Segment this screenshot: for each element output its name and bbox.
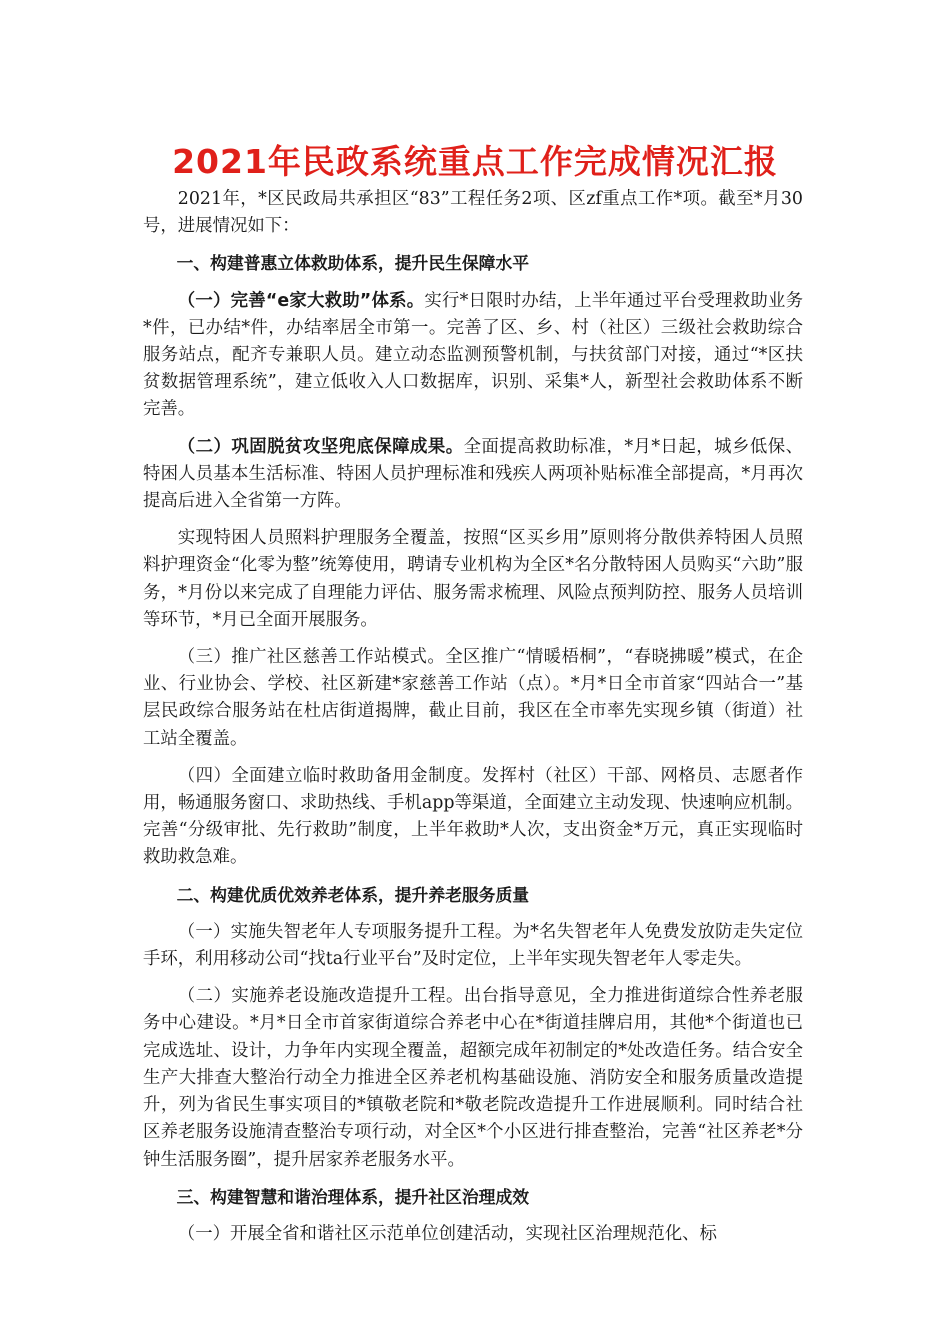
intro-paragraph: 2021年，*区民政局共承担区“83”工程任务2项、区zf重点工作*项。截至*月30号，进展情况如下： bbox=[143, 189, 803, 237]
section-heading-2: 二、构建优质优效养老体系，提升养老服务质量 bbox=[176, 884, 530, 905]
paragraph: （一）实施失智老年人专项服务提升工程。为*名失智老年人免费发放防走失定位手环，利用移动公司“找ta行业平台”及时定位，上半年实现失智老年人零走失。 bbox=[143, 921, 803, 970]
document-body bbox=[143, 186, 803, 1258]
paragraph-text: 全面提高救助标准，*月*日起，城乡低保、特困人员基本生活标准、特困人员护理标准和残疾人两项补贴标准全部提高，*月再次提高后进入全省第一方阵。 bbox=[143, 436, 803, 512]
paragraph-lead: （二）巩固脱贫攻坚兜底保障成果。 bbox=[177, 436, 464, 457]
paragraph bbox=[143, 434, 803, 516]
section-heading-3: 三、构建智慧和谐治理体系，提升社区治理成效 bbox=[176, 1186, 530, 1207]
paragraph: 实现特困人员照料护理服务全覆盖，按照“区买乡用”原则将分散供养特困人员照料护理资金“化零为整”统筹使用，聘请专业机构为全区*名分散特困人员购买“六助”服务，*月份以来完成了自理能力评估、服务需求梳理、风险点预判防控、服务人员培训等环节，*月已全面开展服务。 bbox=[143, 528, 803, 630]
paragraph: （二）实施养老设施改造提升工程。出台指导意见，全力推进街道综合性养老服务中心建设。*月*日全市首家街道综合养老中心在*街道挂牌启用，其他*个街道也已完成选址、设计，力争年内实现全覆盖，超额完成年初制定的*处改造任务。结合安全生产大排查大整治行动全力推进全区养老机构基础设施、消防安全和服务质量改造提升，列为省民生事实项目的*镇敬老院和*敬老院改造提升工作进展顺利。同时结合社区养老服务设施清查整治专项行动，对全区*个小区进行排查整治，完善“社区养老*分钟生活服务圈”，提升居家养老服务水平。 bbox=[143, 986, 803, 1170]
paragraph bbox=[143, 288, 803, 424]
paragraph: （一）开展全省和谐社区示范单位创建活动，实现社区治理规范化、标 bbox=[177, 1223, 717, 1244]
paragraph-lead: （一）完善“e家大救助”体系。 bbox=[177, 290, 425, 311]
paragraph: （四）全面建立临时救助备用金制度。发挥村（社区）干部、网格员、志愿者作用，畅通服务窗口、求助热线、手机app等渠道，全面建立主动发现、快速响应机制。完善“分级审批、先行救助”制度，上半年救助*人次，支出资金*万元，真正实现临时救助救急难。 bbox=[143, 765, 803, 868]
document-title: 2021年民政系统重点工作完成情况汇报 bbox=[172, 142, 778, 181]
section-heading-1: 一、构建普惠立体救助体系，提升民生保障水平 bbox=[176, 253, 530, 274]
paragraph: （三）推广社区慈善工作站模式。全区推广“情暖梧桐”，“春晓拂暖”模式，在企业、行业协会、学校、社区新建*家慈善工作站（点）。*月*日全市首家“四站合一”基层民政综合服务站在杜店街道揭牌，截止目前，我区在全市率先实现乡镇（街道）社工站全覆盖。 bbox=[143, 647, 803, 749]
paragraph-text: 实行*日限时办结，上半年通过平台受理救助业务*件，已办结*件，办结率居全市第一。完善了区、乡、村（社区）三级社会救助综合服务站点，配齐专兼职人员。建立动态监测预警机制，与扶贫部门对接，通过“*区扶贫数据管理系统”，建立低收入人口数据库，识别、采集*人，新型社会救助体系不断完善。 bbox=[143, 290, 804, 420]
